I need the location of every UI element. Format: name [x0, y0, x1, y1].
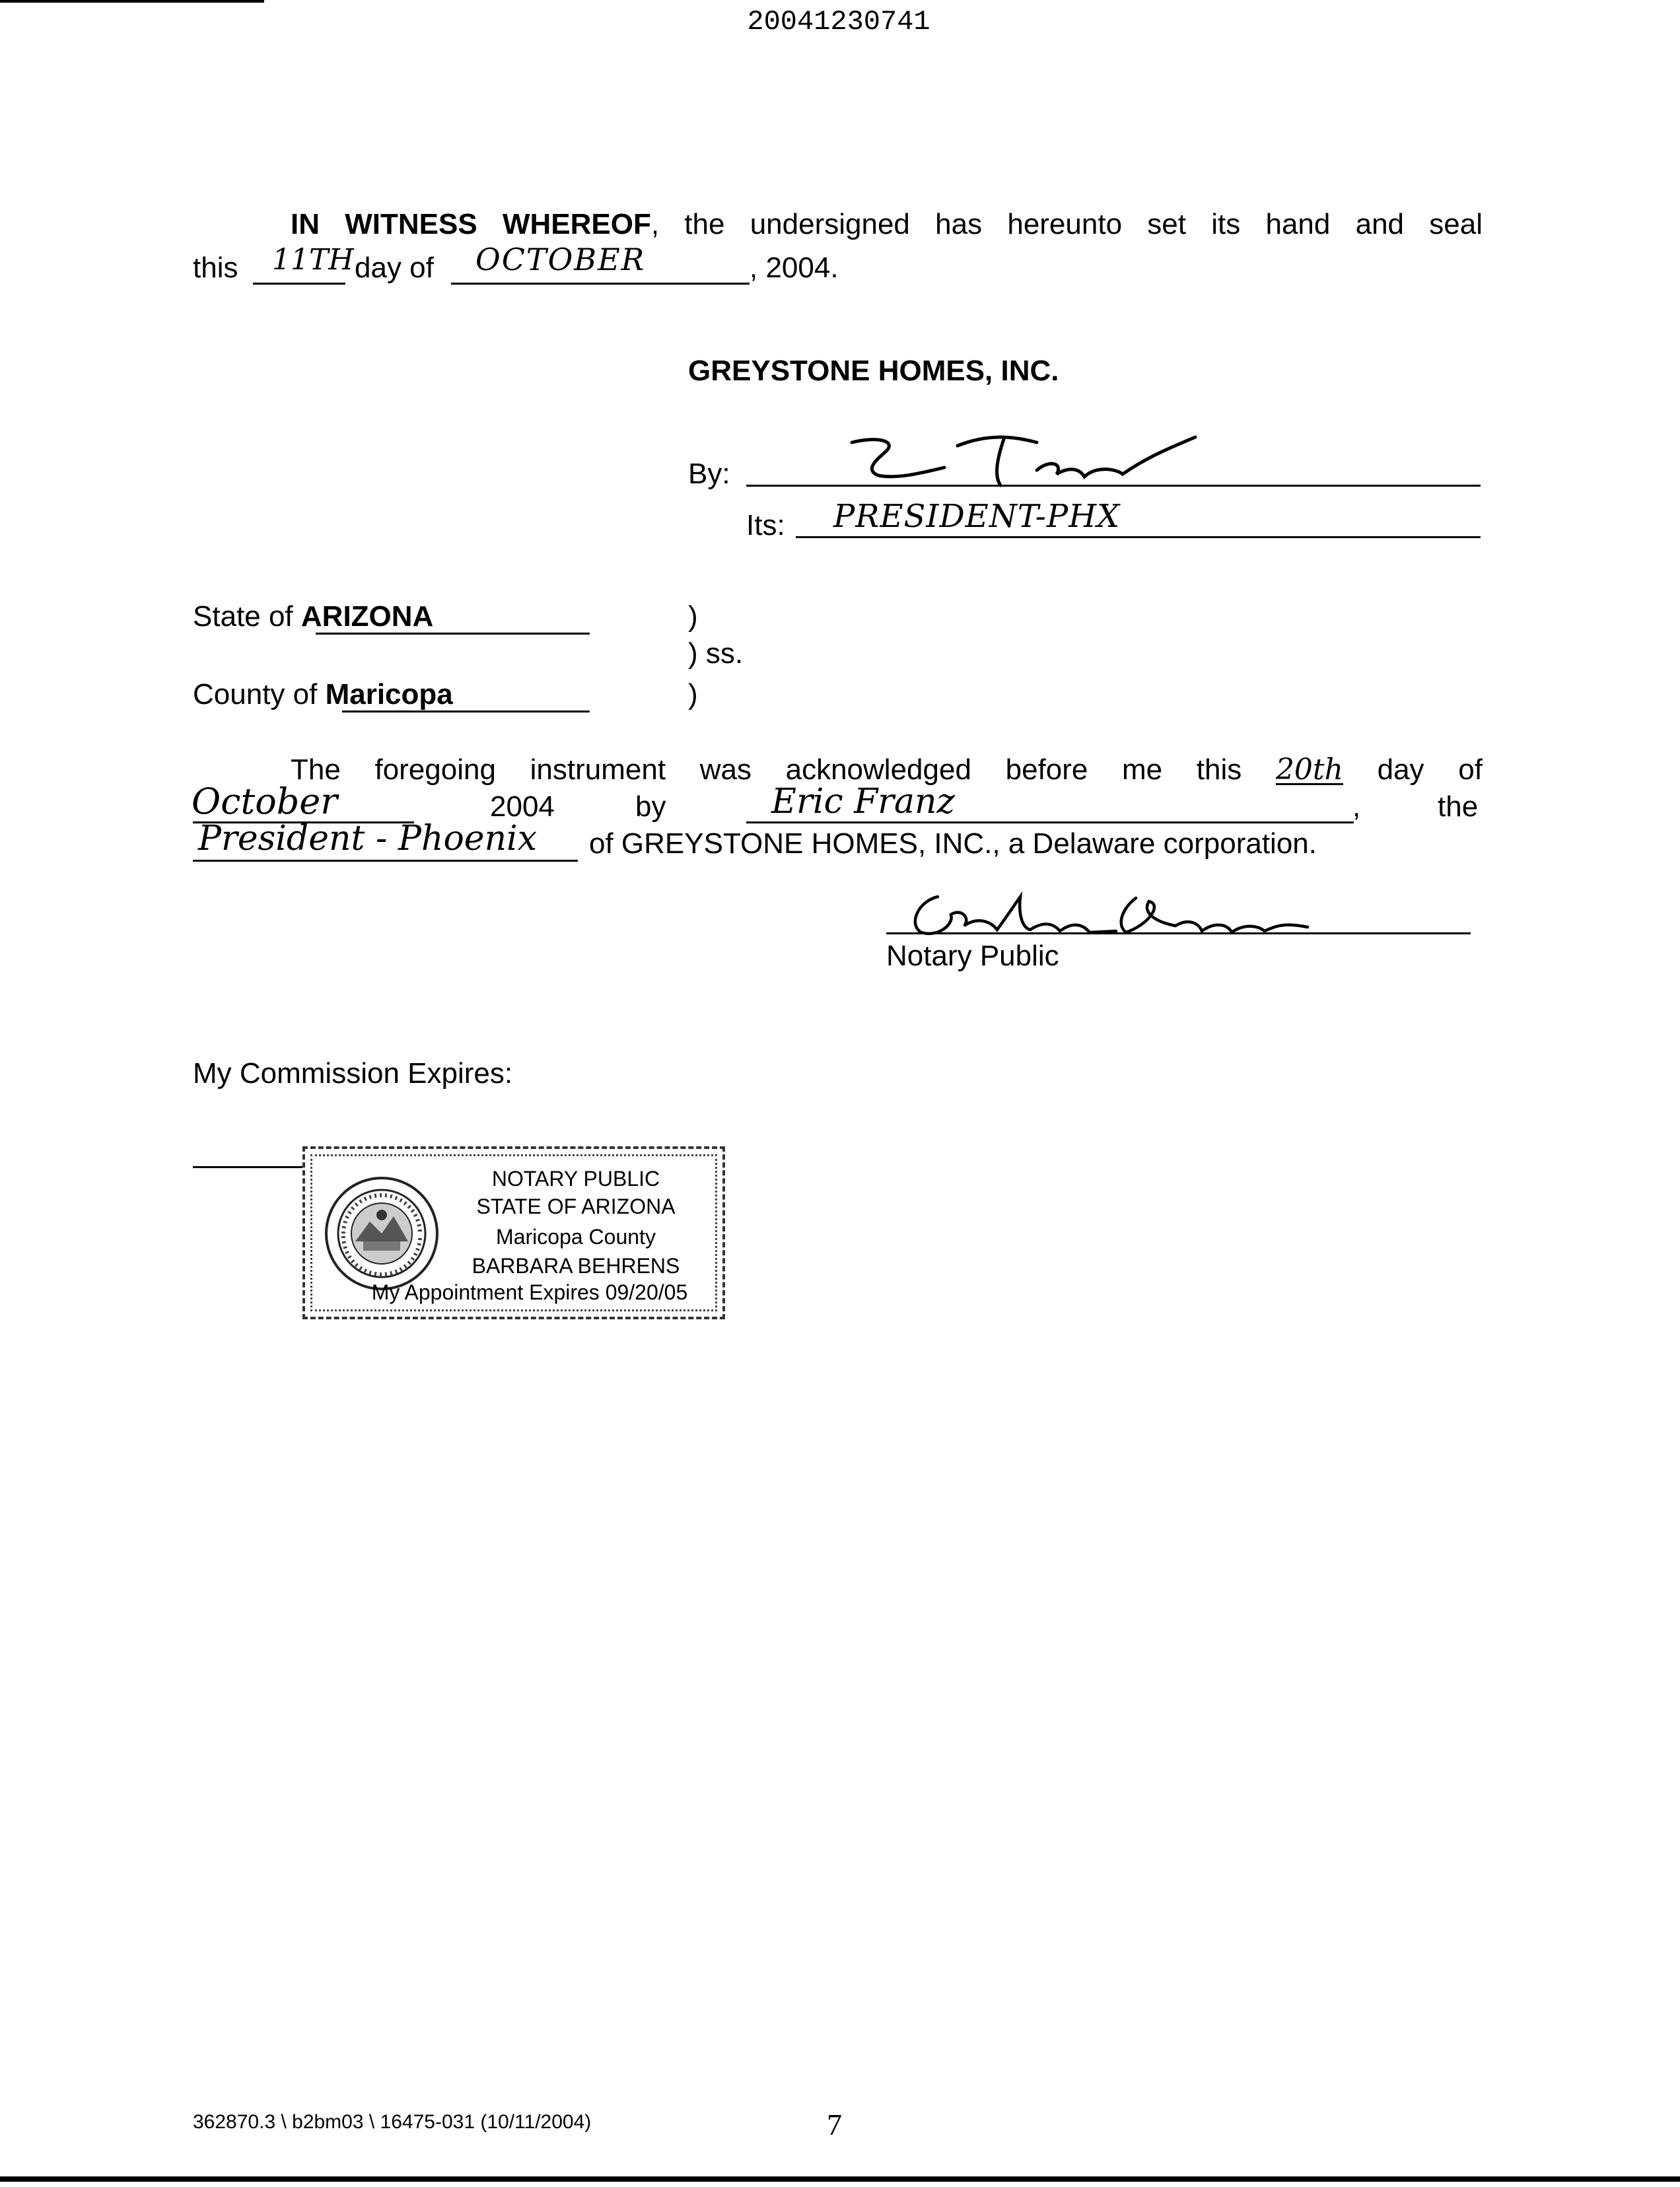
ack-word: this — [1196, 753, 1242, 786]
ack-word: was — [699, 753, 752, 786]
ack-day-handwritten: 20th — [1275, 753, 1343, 786]
ack-word: before — [1005, 753, 1088, 786]
ack-word: The — [291, 753, 341, 786]
by-signature — [839, 423, 1182, 495]
witness-month-handwritten: OCTOBER — [475, 242, 646, 277]
bottom-edge-rule — [0, 2176, 1680, 2182]
top-edge-mark — [0, 0, 264, 3]
company-name: GREYSTONE HOMES, INC. — [688, 355, 1059, 387]
ack-title-underline — [193, 860, 578, 862]
footer-reference: 362870.3 \ b2bm03 \ 16475-031 (10/11/2004) — [193, 2111, 592, 2133]
stamp-line-2: STATE OF ARIZONA — [476, 1195, 676, 1218]
by-label: By: — [688, 458, 730, 490]
ack-title-handwritten: President - Phoenix — [198, 819, 538, 858]
its-label: Its: — [746, 509, 785, 541]
state-line — [193, 600, 433, 634]
state-label: State of — [193, 600, 293, 633]
page-number: 7 — [827, 2108, 842, 2141]
arizona-seal-icon — [324, 1175, 440, 1292]
its-line — [796, 536, 1481, 538]
ack-word: day — [1377, 753, 1424, 786]
ack-word: foregoing — [374, 753, 496, 786]
witness-month-underline — [451, 283, 750, 285]
stamp-line-1: NOTARY PUBLIC — [491, 1167, 660, 1191]
venue-paren-1: ) — [688, 600, 698, 633]
notary-public-label: Notary Public — [886, 940, 1059, 972]
venue-paren-ss: ) ss. — [688, 637, 744, 670]
stamp-line-5: My Appointment Expires 09/20/05 — [371, 1280, 688, 1304]
ack-the: the — [1438, 790, 1479, 823]
ack-month-handwritten: October — [192, 781, 338, 822]
ack-word: instrument — [530, 753, 666, 786]
witness-this: this — [193, 252, 238, 284]
commission-expires-label: My Commission Expires: — [193, 1057, 513, 1090]
ack-year: 2004 — [490, 790, 555, 823]
ack-by: by — [635, 790, 666, 823]
ack-name-handwritten: Eric Franz — [771, 782, 955, 821]
county-underline — [342, 711, 590, 712]
notary-signature — [898, 885, 1321, 944]
county-line — [193, 677, 453, 712]
witness-day-of: day of — [355, 252, 434, 284]
ack-tail: of GREYSTONE HOMES, INC., a Delaware corporation. — [589, 827, 1317, 860]
state-value: ARIZONA — [300, 600, 434, 633]
notary-stamp — [302, 1146, 725, 1319]
witness-year: , 2004. — [750, 252, 839, 284]
witness-lead: IN WITNESS WHEREOF — [291, 208, 651, 240]
ack-comma: , — [1352, 790, 1361, 823]
witness-line-1 — [291, 207, 1483, 242]
stamp-line-3: Maricopa County — [496, 1225, 656, 1249]
county-value: Maricopa — [325, 678, 453, 711]
witness-day-handwritten: 11TH — [272, 243, 354, 277]
stamp-line-4: BARBARA BEHRENS — [472, 1254, 680, 1278]
document-number: 20041230741 — [747, 6, 930, 38]
ack-word: acknowledged — [785, 753, 971, 786]
witness-text: , the undersigned has hereunto set its hand and seal — [650, 208, 1483, 240]
ack-word: me — [1122, 753, 1163, 786]
county-label: County of — [193, 678, 318, 711]
venue-paren-3: ) — [688, 678, 698, 711]
its-handwritten: PRESIDENT-PHX — [833, 498, 1121, 535]
ack-word: of — [1458, 753, 1483, 786]
ack-name-underline — [746, 821, 1354, 823]
state-underline — [316, 633, 590, 635]
witness-day-underline — [253, 283, 345, 285]
